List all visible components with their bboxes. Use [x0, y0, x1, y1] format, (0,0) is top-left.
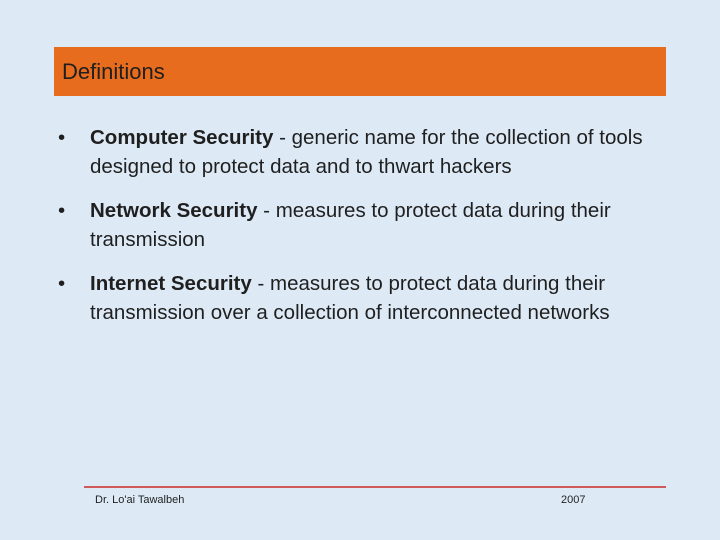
- slide-title: Definitions: [62, 58, 165, 84]
- bullet-internet-security: [58, 269, 688, 327]
- bullet-network-security: [58, 196, 688, 254]
- bullet-text: - measures to protect data during their transmission: [90, 199, 611, 251]
- bullet-term: Network Security: [90, 199, 258, 222]
- footer-divider: [84, 486, 666, 488]
- bullet-text: - generic name for the collection of tools designed to protect data and to thwart hackers: [90, 126, 643, 178]
- footer-year: 2007: [561, 494, 586, 506]
- bullet-term: Computer Security: [90, 126, 274, 149]
- definition-list: [58, 123, 688, 342]
- bullet-icon: •: [58, 272, 66, 295]
- footer-author: Dr. Lo'ai Tawalbeh: [95, 494, 185, 506]
- bullet-icon: •: [58, 199, 66, 222]
- bullet-computer-security: [58, 123, 688, 181]
- slide-title-bar: [54, 47, 666, 96]
- bullet-term: Internet Security: [90, 272, 252, 295]
- bullet-icon: •: [58, 126, 66, 149]
- bullet-text: - measures to protect data during their transmission over a collection of interconnected networks: [90, 272, 610, 324]
